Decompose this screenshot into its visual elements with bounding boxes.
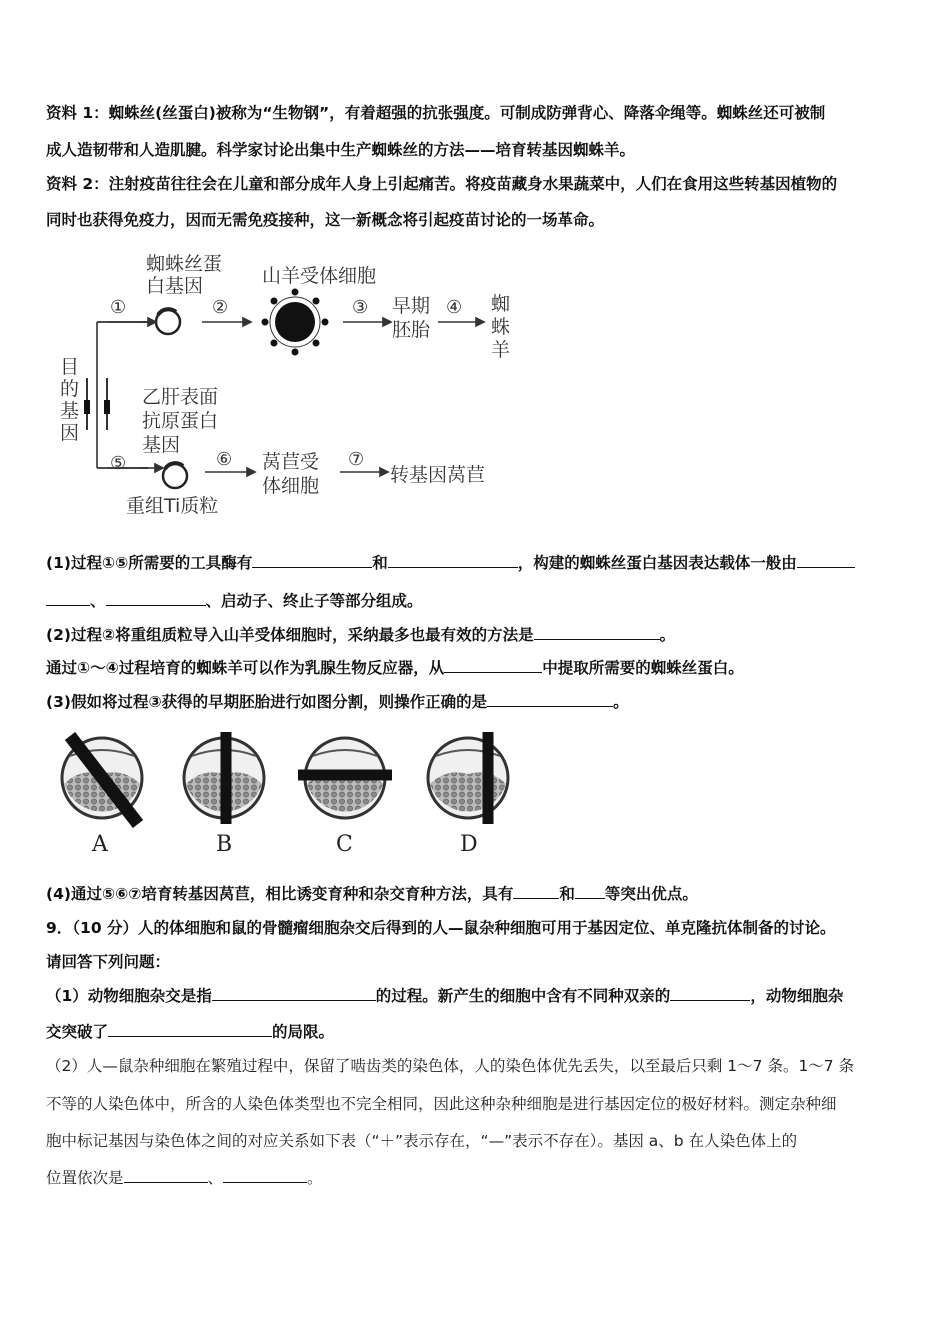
q1-text-c: ，构建的蜘蛛丝蛋白基因表达载体一般由 [517,554,797,572]
goat-receptor-cell [275,302,315,342]
q1-blank-3-cont[interactable] [46,591,90,606]
q1-blank-3[interactable] [797,553,855,568]
embryo-d [428,732,508,824]
step-3: ③ [352,297,369,318]
p9-1-text-e: 的局限。 [272,1023,335,1041]
material2-line1: 资料 2：注射疫苗往往会在儿童和部分成年人身上引起痛苦。将疫苗藏身水果蔬菜中，人们在食用这些转基因植物的 [46,175,838,193]
question-4-line [46,884,904,904]
embryo-c [298,738,392,818]
q4-blank-2[interactable] [575,884,605,899]
ti-plasmid-label: 重组Ti质粒 [126,495,219,517]
early-embryo-label-2: 胚胎 [392,319,431,341]
target-gene-label-2: 的 [60,378,80,400]
p9-1-blank-3[interactable] [108,1022,272,1037]
problem-9-part2-line1: （2）人—鼠杂种细胞在繁殖过程中，保留了啮齿类的染色体，人的染色体优先丢失，以至最后只剩 1～7 条。1～7 条 [46,1057,855,1075]
q2-text-a: (2)过程②将重组质粒导入山羊受体细胞时，采纳最多也最有效的方法是 [46,626,534,644]
embryo-b [184,732,264,824]
spider-gene-label-2: 白基因 [146,275,204,297]
target-gene-label-1: 目 [60,356,80,378]
step-7: ⑦ [348,449,365,470]
material2-line2: 同时也获得免疫力，因而无需免疫接种，这一新概念将引起疫苗讨论的一场革命。 [46,211,605,229]
p9-1-text-d: 交突破了 [46,1023,109,1041]
problem-9-prompt: 请回答下列问题： [46,953,171,971]
q4-text-b: 和 [559,885,575,903]
target-gene-segment [84,400,90,414]
q2-text-d: 中提取所需要的蜘蛛丝蛋白。 [542,659,744,677]
q1-text-d: 、 [90,592,106,610]
transgenic-process-diagram [50,240,520,530]
problem-9-part2-line4 [46,1168,904,1188]
q1-blank-2[interactable] [388,553,518,568]
step-4: ④ [446,297,463,318]
p9-1-blank-2[interactable] [670,986,750,1001]
embryo-label-b: B [216,832,233,857]
embryo-a [62,736,142,824]
q4-text-a: (4)通过⑤⑥⑦培育转基因莴苣，相比诱变育种和杂交育种方法，具有 [46,885,514,903]
problem-9-part1-line1 [46,986,904,1006]
material1-line1: 资料 1：蜘蛛丝(丝蛋白)被称为“生物钢”，有着超强的抗张强度。可制成防弹背心、降落伞绳等。蜘蛛丝还可被制 [46,104,826,122]
hbv-gene-label-3: 基因 [142,434,181,456]
hbv-gene-label-2: 抗原蛋白 [142,410,219,432]
question-1-line1 [46,553,904,573]
q1-blank-1[interactable] [252,553,372,568]
q3-text-a: (3)假如将过程③获得的早期胚胎进行如图分割，则操作正确的是 [46,693,488,711]
spider-gene-label-1: 蜘蛛丝蛋 [146,253,223,275]
embryo-label-d: D [460,832,478,857]
problem-9-part2-line2: 不等的人染色体中，所含的人染色体类型也不完全相同，因此这种杂种细胞是进行基因定位的极好材料。测定杂种细 [46,1095,837,1113]
q3-blank[interactable] [487,692,613,707]
problem-9-part1-line2 [46,1022,904,1042]
spider-goat-label-2: 蛛 [491,316,511,338]
p9-1-blank-1[interactable] [212,986,376,1001]
lettuce-cell-label-1: 莴苣受 [262,451,320,473]
p9-1-text-b: 的过程。新产生的细胞中含有不同种双亲的 [375,987,671,1005]
p9-2-blank-1[interactable] [124,1168,208,1183]
q1-text-e: 、启动子、终止子等部分组成。 [205,592,423,610]
transgenic-lettuce-label: 转基因莴苣 [390,464,486,486]
p9-1-text-a: （1）动物细胞杂交是指 [46,987,212,1005]
q1-blank-4[interactable] [106,591,206,606]
spider-goat-label-3: 羊 [491,339,511,361]
p9-2-blank-2[interactable] [223,1168,307,1183]
lettuce-cell-label-2: 体细胞 [262,475,320,497]
question-1-line2 [46,591,904,611]
goat-cell-label: 山羊受体细胞 [262,265,377,287]
step-5: ⑤ [110,453,127,474]
q4-text-c: 等突出优点。 [604,885,698,903]
early-embryo-label-1: 早期 [392,295,431,317]
question-3-line [46,692,904,712]
embryo-splitting-figure [50,728,520,828]
step-6: ⑥ [216,449,233,470]
embryo-label-c: C [336,832,353,857]
target-gene-label-4: 因 [60,422,80,444]
q1-text-b: 和 [372,554,388,572]
hbv-gene-label-1: 乙肝表面 [142,386,219,408]
q2-text-b: 。 [659,626,676,644]
question-2-line1 [46,625,904,645]
q2-blank-1[interactable] [534,625,660,640]
q2-blank-2[interactable] [444,658,542,673]
p9-2-text-a: 位置依次是 [46,1169,124,1187]
p9-1-text-c: ，动物细胞杂 [750,987,844,1005]
embryo-label-a: A [92,832,108,857]
q2-text-c: 通过①～④过程培育的蜘蛛羊可以作为乳腺生物反应器，从 [46,659,445,677]
material1-line2: 成人造韧带和人造肌腱。科学家讨论出集中生产蜘蛛丝的方法——培育转基因蜘蛛羊。 [46,141,636,159]
problem-9-title: 9．（10 分）人的体细胞和鼠的骨髓瘤细胞杂交后得到的人—鼠杂种细胞可用于基因定位、单克隆抗体制备的讨论。 [46,919,836,937]
question-2-line2 [46,658,904,678]
spider-goat-label-1: 蜘 [491,293,511,315]
q4-blank-1[interactable] [513,884,559,899]
p9-2-text-b: 、 [207,1169,224,1187]
step-1: ① [110,297,127,318]
q1-text-a: (1)过程①⑤所需要的工具酶有 [46,554,253,572]
problem-9-part2-line3: 胞中标记基因与染色体之间的对应关系如下表（“＋”表示存在，“—”表示不存在）。基因 a、b 在人染色体上的 [46,1132,798,1150]
step-2: ② [212,297,229,318]
q3-text-b: 。 [613,693,629,711]
target-gene-label-3: 基 [60,400,80,422]
p9-2-text-c: 。 [307,1169,323,1187]
